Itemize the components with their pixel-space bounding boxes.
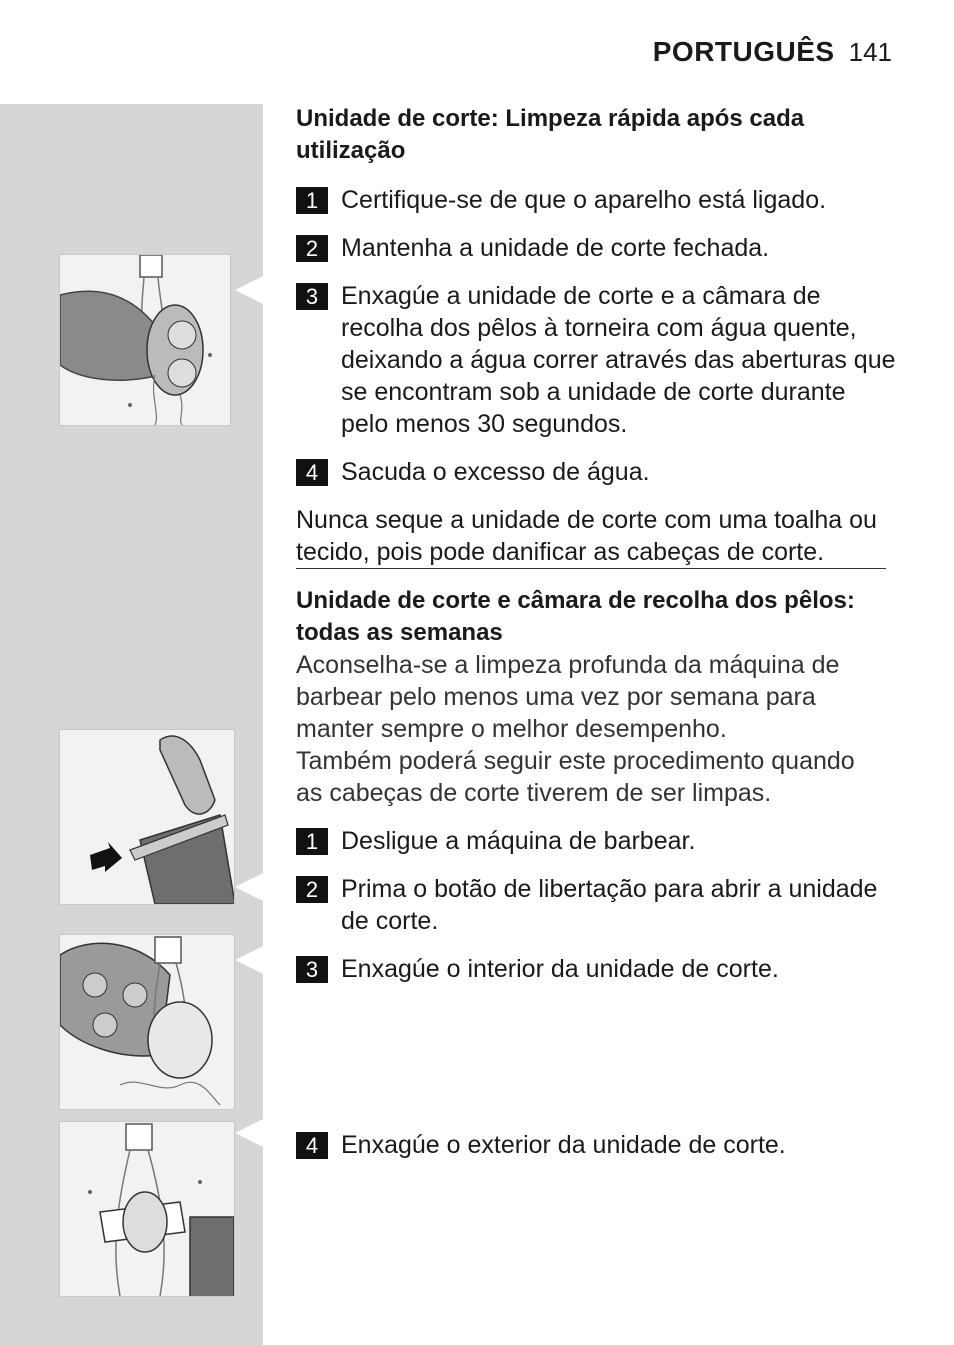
page-number: 141 (848, 37, 892, 67)
step-number: 3 (296, 956, 328, 983)
step-item (296, 280, 896, 440)
illustration-rinse-closed (59, 254, 231, 426)
step-item (296, 456, 896, 488)
step-item (296, 873, 896, 937)
step-item (296, 184, 896, 216)
step-number: 1 (296, 828, 328, 855)
illustration-pointer (235, 1119, 263, 1147)
step-item (296, 953, 896, 985)
step-text: Enxagúe a unidade de corte e a câmara de recolha dos pêlos à torneira com água quente, deixando a água correr através das aberturas que se encontram sob a unidade de corte durante pelo menos 30 segundos. (341, 282, 896, 438)
section2-paragraph: Também poderá seguir este procedimento quando as cabeças de corte tiverem de ser limpas. (296, 747, 855, 807)
step-number: 4 (296, 1132, 328, 1159)
shaver-open-unit-illustration (60, 730, 234, 904)
step-text: Enxagúe o exterior da unidade de corte. (341, 1131, 786, 1159)
illustration-pointer (235, 276, 263, 304)
illustration-open-unit (59, 729, 235, 905)
step-number: 2 (296, 876, 328, 903)
section2-paragraph: Aconselha-se a limpeza profunda da máquina de barbear pelo menos uma vez por semana para manter sempre o melhor desempenho. (296, 651, 840, 743)
step-number: 3 (296, 283, 328, 310)
step-number: 2 (296, 235, 328, 262)
main-content (296, 103, 896, 1161)
step-text: Certifique-se de que o aparelho está ligado. (341, 186, 827, 214)
step-number: 1 (296, 187, 328, 214)
step-number: 4 (296, 459, 328, 486)
step-item (296, 232, 896, 264)
step-text: Enxagúe o interior da unidade de corte. (341, 955, 779, 983)
illustration-pointer (235, 873, 263, 901)
language-title: PORTUGUÊS (652, 36, 835, 67)
illustration-rinse-inside (59, 934, 235, 1110)
illustration-rinse-outside (59, 1121, 235, 1297)
step-text: Mantenha a unidade de corte fechada. (341, 234, 770, 262)
warning-underlined-text: Nunca seque a unidade de corte com uma toalha ou tecido, pois pode danificar as cabeças de corte. (296, 504, 886, 569)
step-item (296, 825, 896, 857)
illustration-pointer (235, 946, 263, 974)
shaver-rinse-closed-illustration (60, 255, 230, 425)
shaver-rinse-inside-illustration (60, 935, 234, 1109)
step-item (296, 1129, 896, 1161)
section2-heading: Unidade de corte e câmara de recolha dos pêlos: todas as semanas (296, 587, 855, 646)
step-text: Desligue a máquina de barbear. (341, 827, 696, 855)
step-text: Sacuda o excesso de água. (341, 458, 650, 486)
shaver-rinse-outside-illustration (60, 1122, 234, 1296)
page-header (653, 36, 892, 68)
step-text: Prima o botão de libertação para abrir a unidade de corte. (341, 875, 878, 935)
warning-text (296, 504, 886, 569)
section1-heading: Unidade de corte: Limpeza rápida após cada utilização (296, 105, 805, 164)
